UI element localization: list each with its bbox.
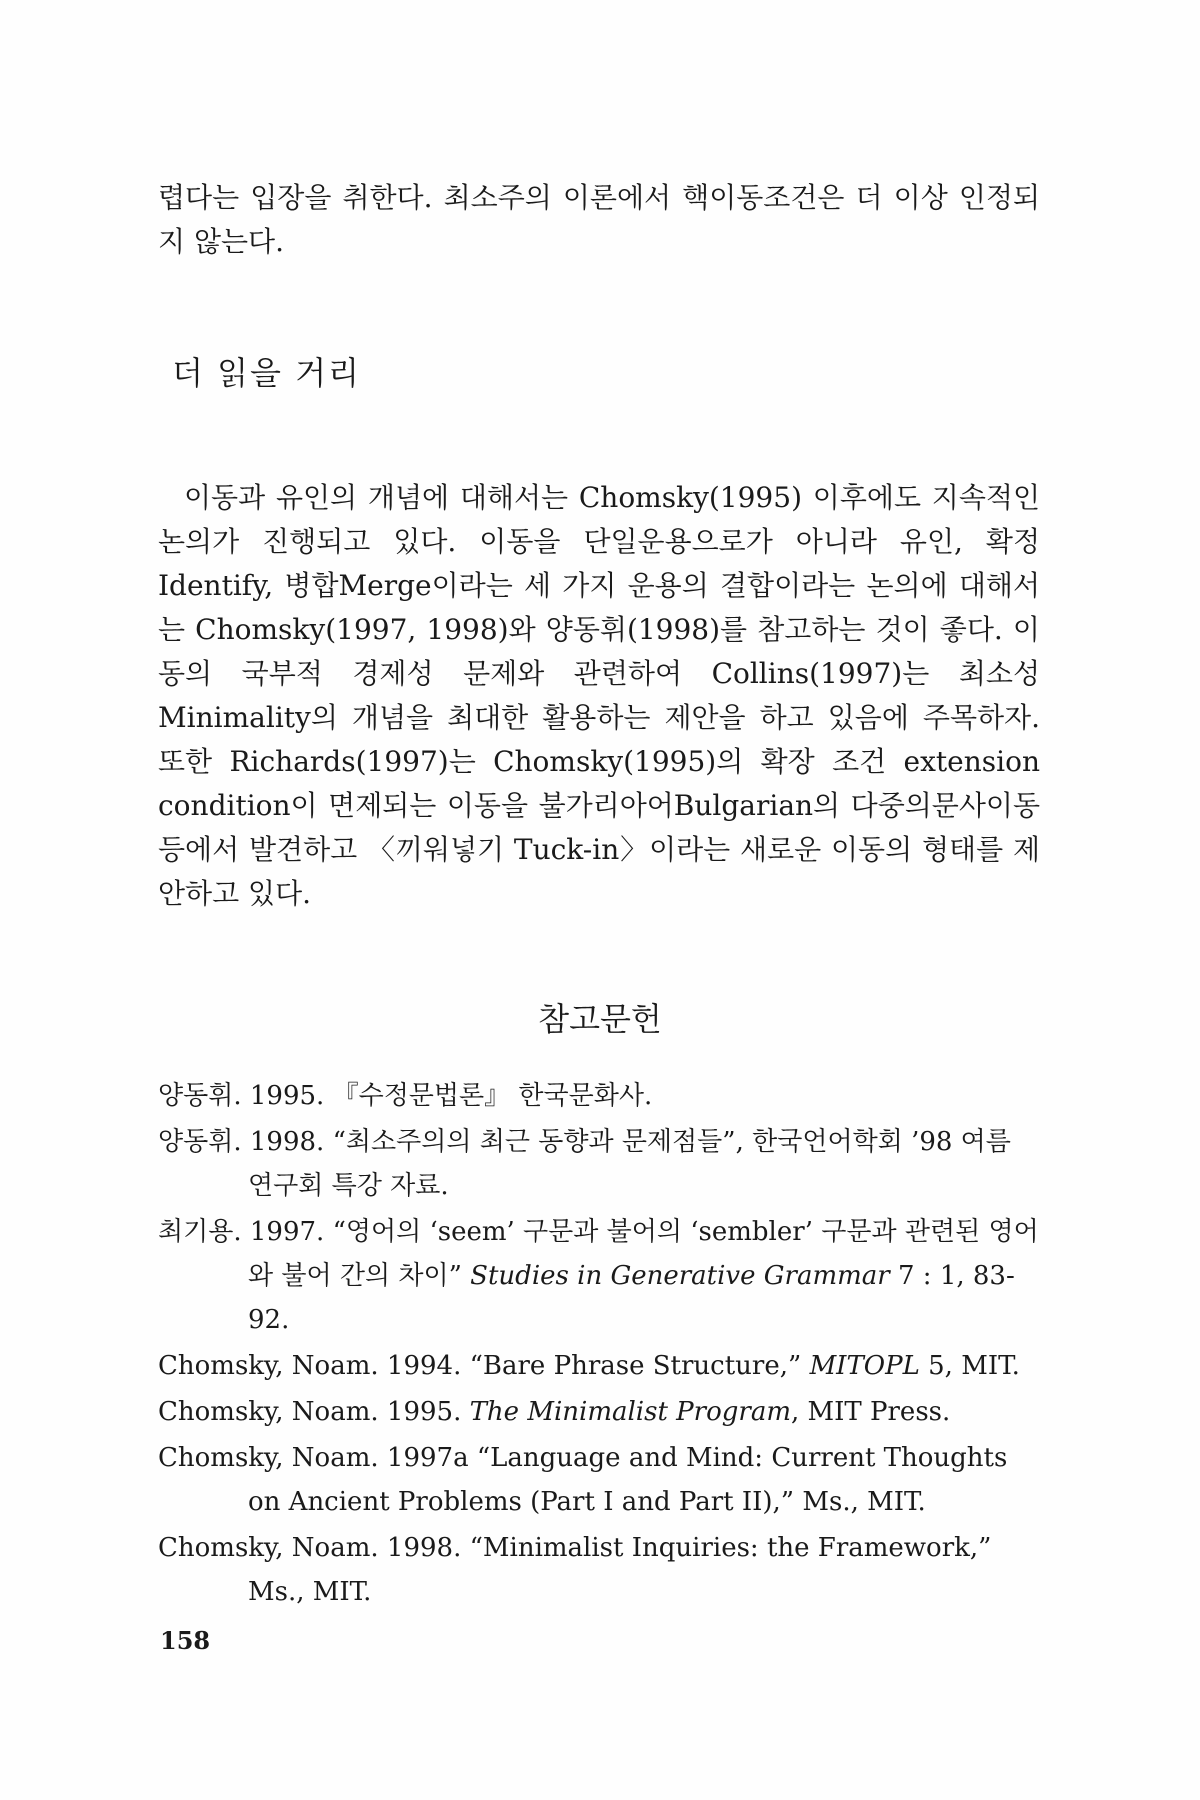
reference-entry bbox=[158, 1526, 1040, 1614]
reference-title: Studies in Generative Grammar bbox=[470, 1261, 890, 1291]
opening-paragraph: 렵다는 입장을 취한다. 최소주의 이론에서 핵이동조건은 더 이상 인정되지 않는다. bbox=[158, 181, 1040, 258]
reference-text-tail: 7 : 1, 83-92. bbox=[248, 1261, 1015, 1335]
reference-entry bbox=[158, 1344, 1040, 1388]
reference-text: 양동휘. 1998. “최소주의의 최근 동향과 문제점들”, 한국언어학회 ’98 여름 연구회 특강 자료. bbox=[158, 1127, 1011, 1201]
reference-title: MITOPL bbox=[809, 1351, 920, 1381]
page-number: 158 bbox=[160, 1626, 211, 1655]
reference-title: The Minimalist Program bbox=[469, 1397, 791, 1427]
further-reading-paragraph: 이동과 유인의 개념에 대해서는 Chomsky(1995) 이후에도 지속적인 논의가 진행되고 있다. 이동을 단일운용으로가 아니라 유인, 확정 Identify, 병합Merge이라는 세 가지 운용의 결합이라는 논의에 대해서는 Chomsky(1997, 1998)와 양동휘(1998)를 참고하는 것이 좋다. 이동의 국부적 경제성 문제와 관련하여 Collins(1997)는 최소성 Minimality의 개념을 최대한 활용하는 제안을 하고 있음에 주목하자. 또한 Richards(1997)는 Chomsky(1995)의 확장 조건 extension condition이 면제되는 이동을 불가리아어Bulgarian의 다중의문사이동 등에서 발견하고 〈끼워넣기 Tuck-in〉이라는 새로운 이동의 형태를 제안하고 있다. bbox=[158, 481, 1040, 910]
reference-text: 양동휘. 1995. 『수정문법론』 한국문화사. bbox=[158, 1081, 653, 1111]
reference-entry bbox=[158, 1436, 1040, 1524]
reference-entry bbox=[158, 1210, 1040, 1342]
reference-text: Chomsky, Noam. 1994. “Bare Phrase Structure,” bbox=[158, 1351, 810, 1381]
reference-text: Chomsky, Noam. 1997a “Language and Mind: Current Thoughts on Ancient Problems (Part I and Part II),” Ms., MIT. bbox=[158, 1443, 1008, 1517]
further-reading-heading: 더 읽을 거리 bbox=[172, 354, 361, 392]
reference-entry bbox=[158, 1120, 1040, 1208]
reference-entry bbox=[158, 1390, 1040, 1434]
references-heading: 참고문헌 bbox=[538, 1000, 662, 1038]
reference-text: Chomsky, Noam. 1998. “Minimalist Inquiries: the Framework,” Ms., MIT. bbox=[158, 1533, 992, 1607]
reference-entry bbox=[158, 1074, 1040, 1118]
references-list bbox=[158, 1074, 1040, 1616]
reference-text: 최기용. 1997. “영어의 ‘seem’ 구문과 불어의 ‘sembler’ 구문과 관련된 영어와 불어 간의 차이” bbox=[158, 1217, 1039, 1291]
reference-text-tail: , MIT Press. bbox=[790, 1397, 951, 1427]
reference-text-tail: 5, MIT. bbox=[919, 1351, 1020, 1381]
reference-text: Chomsky, Noam. 1995. bbox=[158, 1397, 470, 1427]
